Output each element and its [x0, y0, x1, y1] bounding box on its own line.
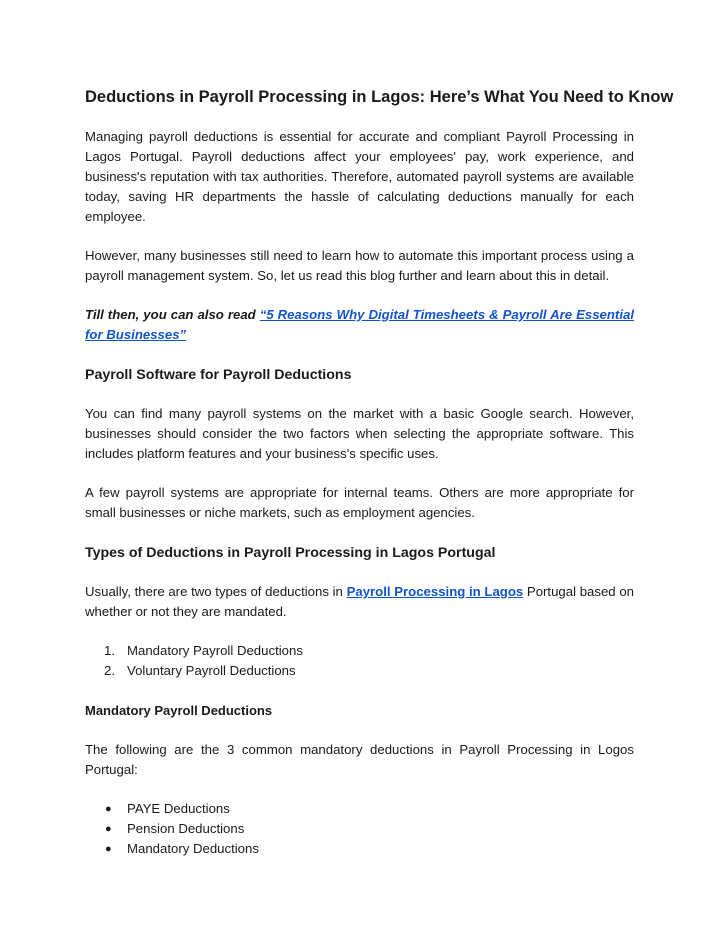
second-paragraph: However, many businesses still need to learn how to automate this important process using a payroll management system. So, let us read this blog further and learn about this in detail.: [85, 248, 634, 283]
types-paragraph: [85, 582, 634, 622]
list-item-text: Pension Deductions: [127, 821, 245, 836]
types-paragraph-end: Portugal based on whether or not they are mandated.: [85, 584, 634, 619]
read-more-lead: Till then, you can also read: [85, 307, 260, 322]
list-item: [85, 839, 634, 859]
bullet-icon: ●: [105, 843, 112, 855]
list-item: [85, 819, 634, 839]
list-item-text: Mandatory Payroll Deductions: [127, 643, 303, 658]
list-number: 1.: [104, 643, 115, 658]
section-heading-mandatory-deductions: Mandatory Payroll Deductions: [85, 703, 273, 718]
payroll-software-paragraph-2: A few payroll systems are appropriate for internal teams. Others are more appropriate for small businesses or niche markets, such as employment agencies.: [85, 485, 634, 520]
types-paragraph-start: Usually, there are two types of deductions in: [85, 584, 347, 599]
bullet-icon: ●: [105, 823, 112, 835]
list-number: 2.: [104, 663, 115, 678]
mandatory-deductions-list: [85, 799, 634, 859]
list-item: [85, 661, 634, 681]
payroll-software-paragraph-1: You can find many payroll systems on the market with a basic Google search. However, businesses should consider the two factors when selecting the appropriate software. This includes platform features and your business's specific uses.: [85, 406, 634, 461]
mandatory-deductions-paragraph: The following are the 3 common mandatory deductions in Payroll Processing in Logos Portugal:: [85, 742, 634, 777]
document-title: Deductions in Payroll Processing in Lagos: Here’s What You Need to Know: [85, 88, 674, 106]
read-more-paragraph: [85, 305, 634, 345]
payroll-processing-link[interactable]: Payroll Processing in Lagos: [346, 584, 524, 599]
list-item-text: Voluntary Payroll Deductions: [127, 663, 296, 678]
section-heading-types-of-deductions: Types of Deductions in Payroll Processing in Lagos Portugal: [85, 545, 496, 561]
list-item-text: Mandatory Deductions: [127, 841, 259, 856]
deduction-types-list: [85, 641, 634, 681]
bullet-icon: ●: [105, 803, 112, 815]
intro-paragraph: Managing payroll deductions is essential for accurate and compliant Payroll Processing in Lagos Portugal. Payroll deductions affect your employees' pay, work experience, and business's reputation with tax authorities. Therefore, automated payroll systems are available today, saving HR departments the hassle of calculating deductions manually for each employee.: [85, 129, 634, 224]
list-item: [85, 641, 634, 661]
list-item: [85, 799, 634, 819]
list-item-text: PAYE Deductions: [127, 801, 230, 816]
read-more-link[interactable]: “5 Reasons Why Digital Timesheets & Payroll Are Essential for Businesses”: [85, 307, 634, 342]
section-heading-payroll-software: Payroll Software for Payroll Deductions: [85, 367, 352, 383]
